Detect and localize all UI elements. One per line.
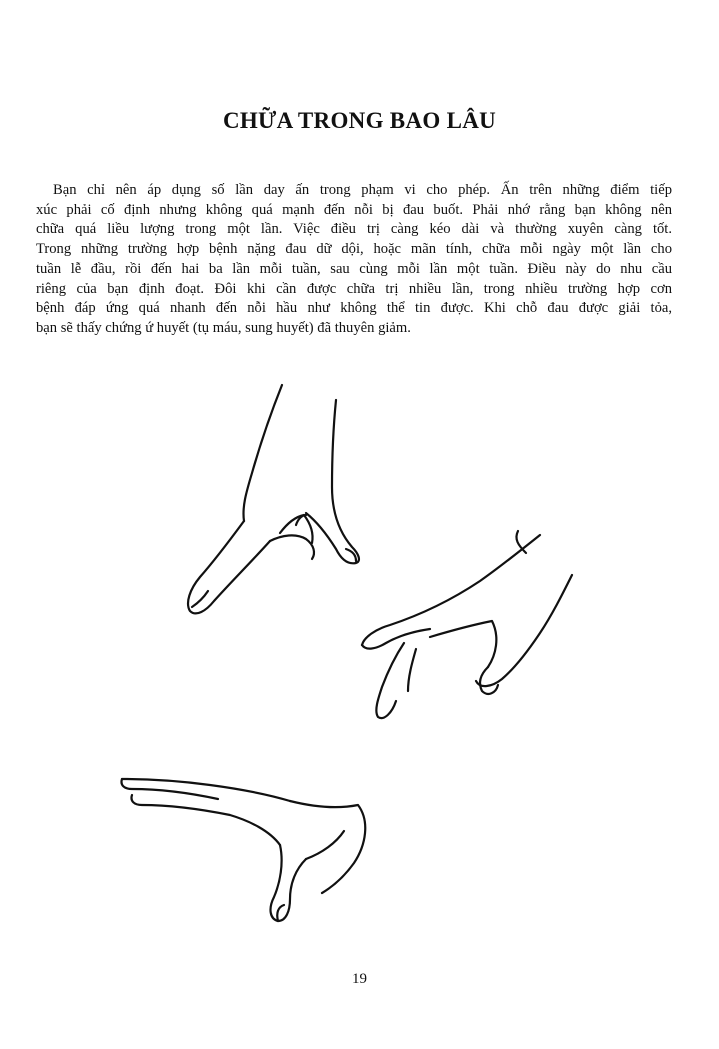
pointing-hand-top [188,385,359,613]
body-paragraph [36,181,672,339]
paragraph-line: riêng của bạn định đoạt. Đôi khi cần được chữa trị nhiều lần, trong nhiều trường hợp cơn [36,280,672,297]
page-title: CHỮA TRONG BAO LÂU [222,108,497,133]
paragraph-line: chữa quá liều lượng trong một lần. Việc điều trị càng kéo dài và thường xuyên càng tốt. [36,221,672,238]
paragraph-line: bạn sẽ thấy chứng ứ huyết (tụ máu, sung huyết) đã thuyên giảm. [36,319,411,336]
paragraph-line: bệnh đáp ứng quá nhanh đến nỗi hầu như không thể tin được. Khi chỗ đau được giải tỏa, [36,300,672,317]
paragraph-line: Trong những trường hợp bệnh nặng đau dữ dội, hoặc mãn tính, chữa mỗi ngày một lần cho [36,241,672,258]
paragraph-line: Bạn chỉ nên áp dụng số lần day ấn trong phạm vi cho phép. Ấn trên những điểm tiếp [53,182,672,198]
paragraph-line: tuần lễ đầu, rồi đến hai ba lần mỗi tuần, sau cùng mỗi lần một tuần. Điều này do nhu cầu [36,260,672,277]
pressing-hand-right [362,531,572,718]
hands-line-drawing [100,375,600,935]
page-number: 19 [352,971,367,987]
hands-illustration [100,375,600,935]
paragraph-line: xúc phải cố định nhưng không quá mạnh đến nỗi bị đau buốt. Phải nhớ rằng bạn không nên [36,201,672,218]
flat-hand-bottom [121,779,365,921]
